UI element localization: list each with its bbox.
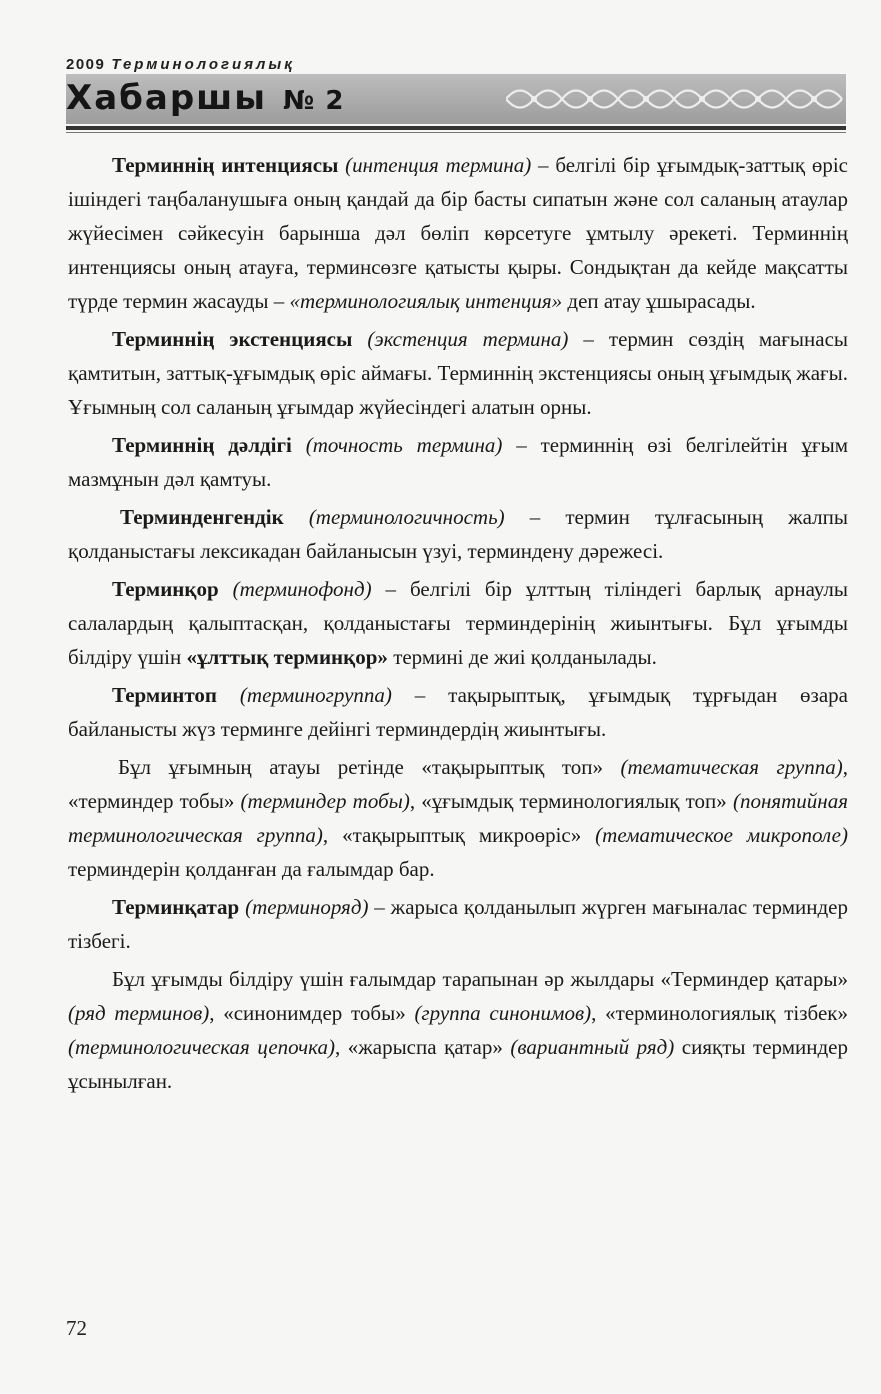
term: Терминқатар [112,895,240,919]
definition-tail: термині де жиі қолданылады. [387,645,657,669]
paragraph-row-names [68,962,848,1098]
italic-run: (группа синонимов) [414,1001,592,1025]
text-run: Бұл ұғымның атауы ретінде «тақырыптық топ» [118,755,621,779]
paragraph-terminologicity [68,500,848,568]
term: Терминнің интенциясы [112,153,339,177]
definition-text: – термин тұлғасының жалпы қолданыстағы лексикадан байланысын үзуі, терминдену дәрежесі. [68,505,848,563]
text-run: Бұл ұғымды білдіру үшін ғалымдар тарапынан әр жылдары «Терминдер қатары» [112,967,848,991]
definition-text: – термин сөздің мағынасы қамтитын, заттық-ұғымдық өріс аймағы. Терминнің экстенциясы оның ұғымдық жағы. Ұғымның сол саланың ұғымдар жүйесіндегі алатын орны. [68,327,848,419]
paragraph-accuracy [68,428,848,496]
header-rule-thin [66,132,846,133]
italic-run: (ряд терминов) [68,1001,210,1025]
text-run: , «терминологиялық тізбек» [591,1001,848,1025]
paragraph-extension [68,322,848,424]
header-rule-thick [66,126,846,130]
page-number: 72 [66,1316,87,1340]
header-band [66,74,846,124]
definition-text: – белгілі бір ұғымдық-заттық өріс ішіндегі таңбаланушыға оның қандай да бір басты сипатын және сол саланың атаулар жүйесімен сәйкесуін барынша дәл бөліп көрсетуге ұмтылу әрекеті. Терминнің интенциясы оның атауға, терминсөзге қатысты қыры. Сондықтан да кейде мақсатты түрде термин жасауды – [68,153,848,313]
italic-run: (терминологическая цепочка) [68,1035,335,1059]
text-run: терминдерін қолданған да ғалымдар бар. [68,857,435,881]
term: Терминденгендік [120,505,284,529]
definition-tail: деп атау ұшырасады. [562,289,756,313]
text-run: , «терминдер тобы» [68,755,848,813]
term-russian: (терминофонд) [232,577,372,601]
paragraph-terminorow [68,890,848,958]
italic-run: (понятийная терминологическая группа) [68,789,848,847]
term: Терминнің дәлдігі [112,433,292,457]
term: Терминнің экстенциясы [112,327,353,351]
header-title-text: Хабаршы [66,78,268,118]
header-issue: № 2 [283,86,345,116]
header-journal-name: Терминологиялық [111,56,295,73]
text-run: , «синонимдер тобы» [209,1001,415,1025]
term-bold-quote: «ұлттық терминқор» [186,645,388,669]
header-year: 2009 [66,56,106,73]
term-quote: «терминологиялық интенция» [289,289,563,313]
definition-text: – жарыса қолданылып жүрген мағыналас терминдер тізбегі. [68,895,848,953]
term: Терминқор [112,577,219,601]
paragraph-terminofond [68,572,848,674]
term-russian: (терминологичность) [308,505,505,529]
article-body [68,148,848,1102]
text-run: сияқты терминдер ұсынылған. [68,1035,848,1093]
definition-text: – терминнің өзі белгілейтін ұғым мазмұнын дәл қамтуы. [68,433,849,491]
term-russian: (терминоряд) [245,895,369,919]
term: Терминтоп [112,683,218,707]
paragraph-terminogroup [68,678,848,746]
term-russian: (терминогруппа) [239,683,392,707]
italic-run: (тематическое микрополе) [595,823,848,847]
paragraph-group-names [68,750,848,886]
paragraph-intention [68,148,848,318]
ornament-pattern [506,80,846,118]
term-russian: (экстенция термина) [367,327,569,351]
italic-run: (тематическая группа) [620,755,843,779]
header-title [66,78,344,118]
definition-text: – тақырыптық, ұғымдық тұрғыдан өзара байланысты жүз терминге дейінгі терминдердің жиынтығы. [68,683,848,741]
running-header-year [66,56,295,73]
italic-run: (вариантный ряд) [510,1035,675,1059]
italic-run: (терминдер тобы) [240,789,410,813]
term-russian: (точность термина) [305,433,503,457]
text-run: , «ұғымдық терминологиялық топ» [409,789,733,813]
text-run: , «жарыспа қатар» [334,1035,511,1059]
definition-text: – белгілі бір ұлттың тіліндегі барлық арнаулы салалардың қалыптасқан, қолданыстағы терминдерінің жиынтығы. Бұл ұғымды білдіру үшін [68,577,849,669]
text-run: , «тақырыптық микроөріс» [322,823,596,847]
term-russian: (интенция термина) [345,153,532,177]
